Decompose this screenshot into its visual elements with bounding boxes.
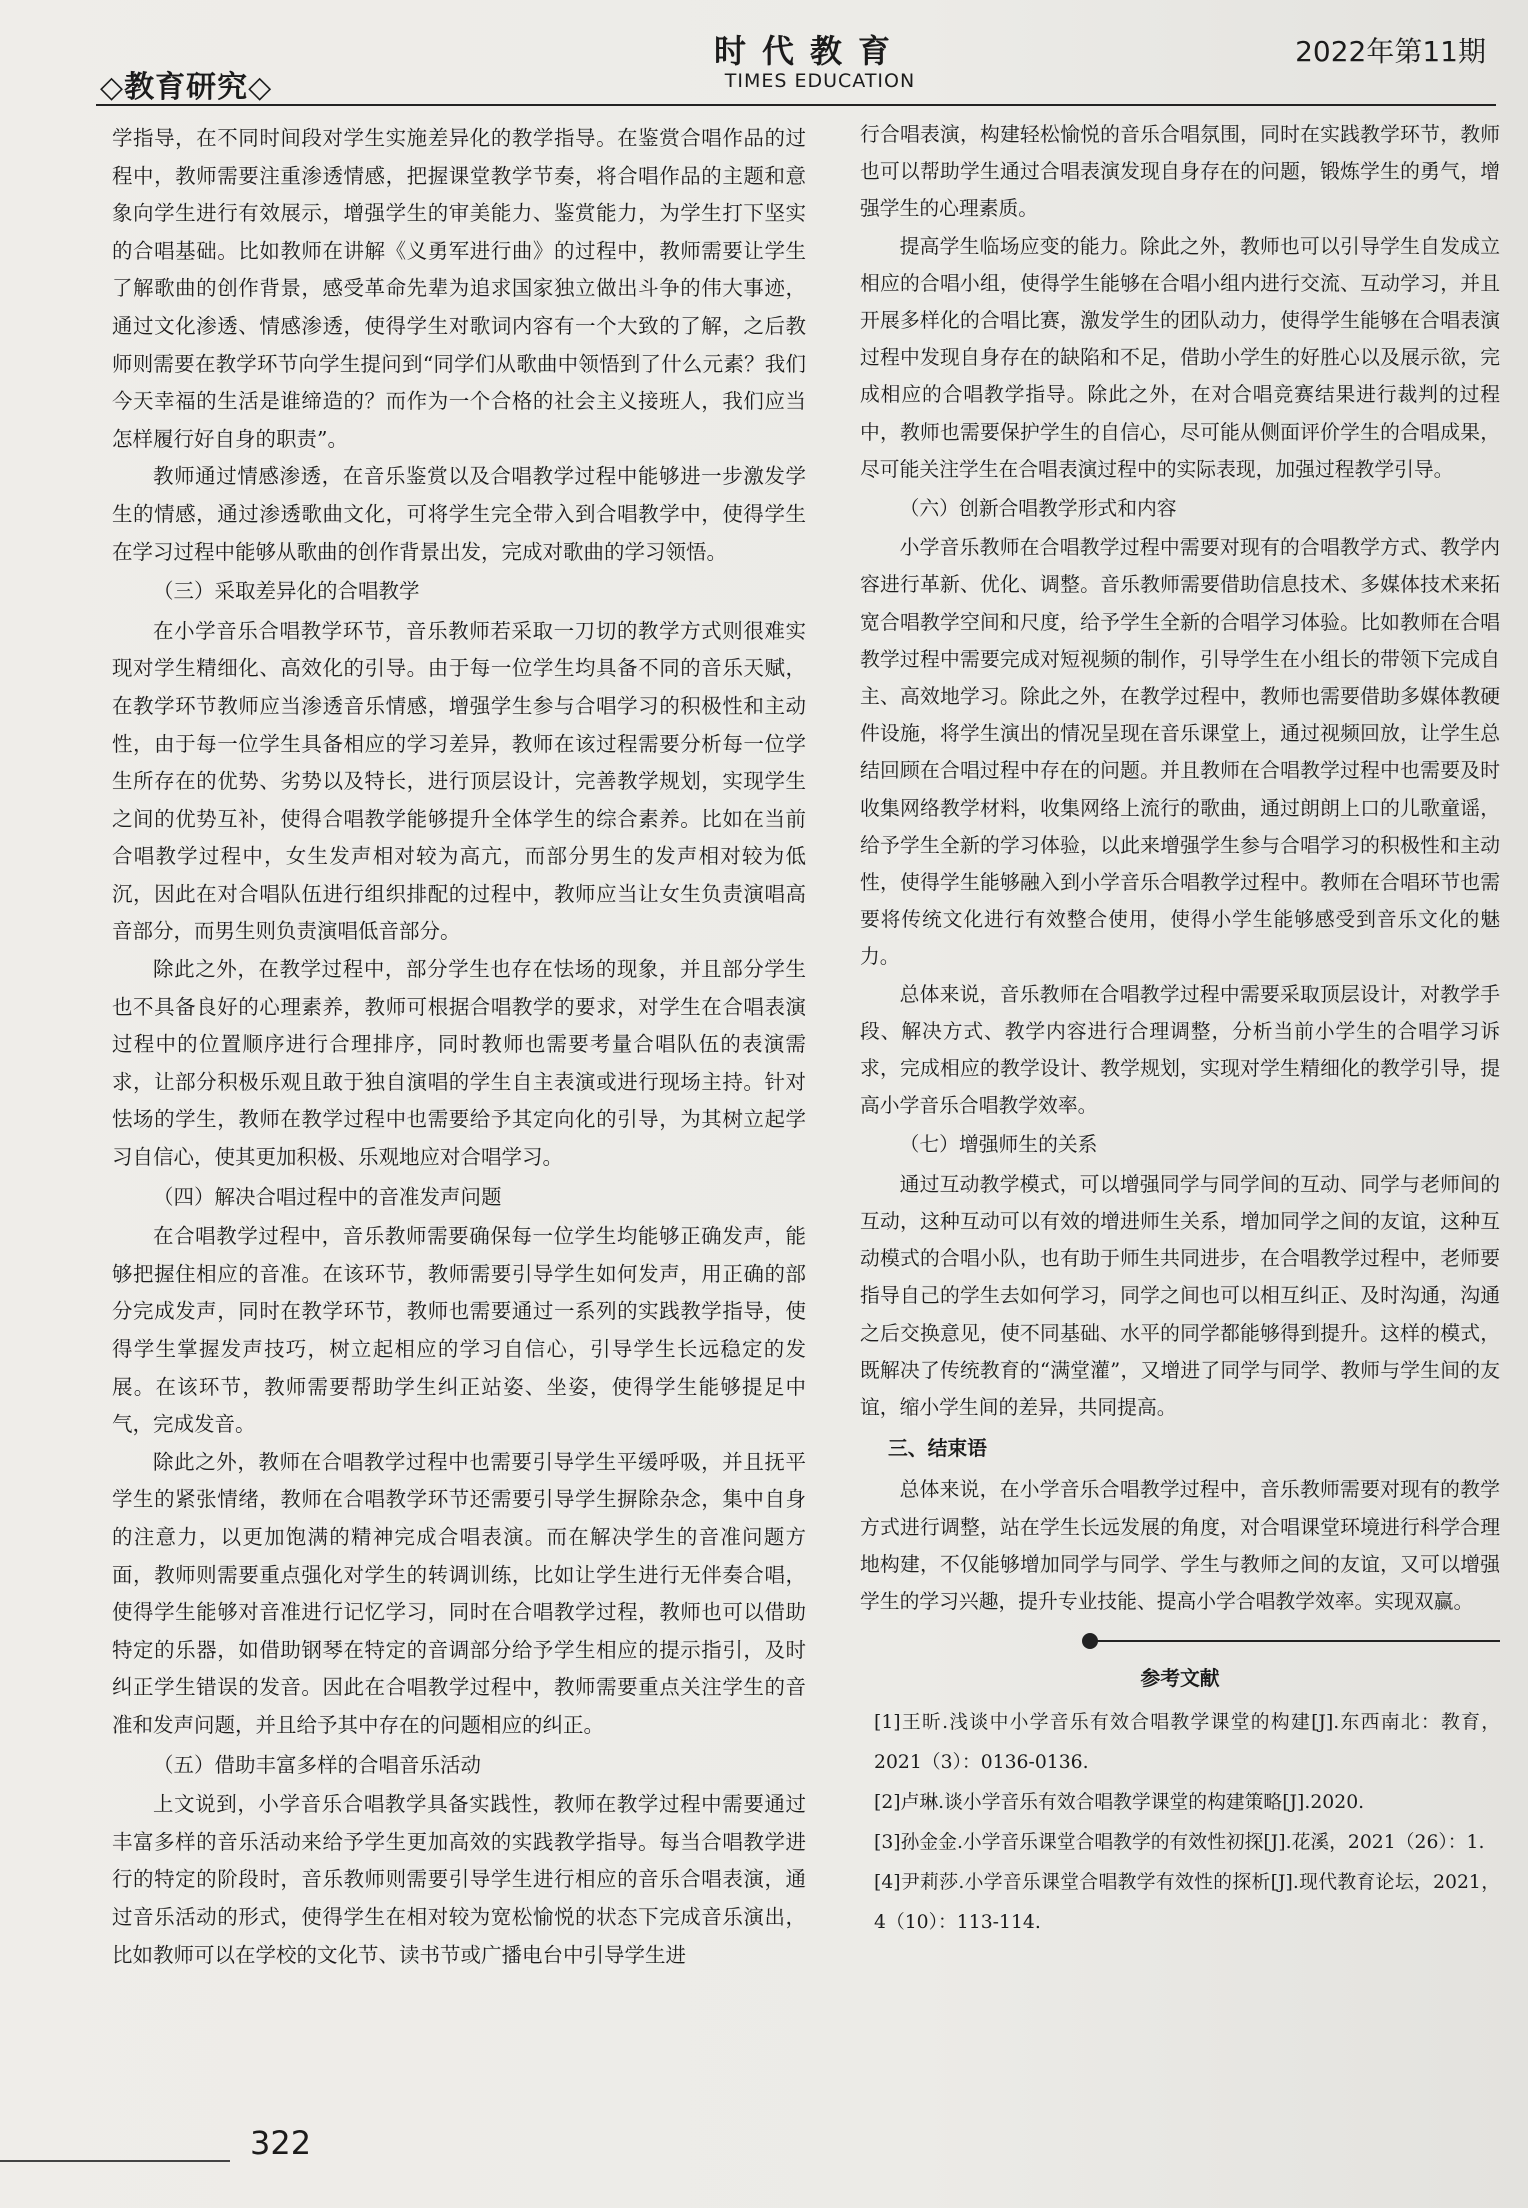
section-heading: 三、结束语 <box>888 1437 987 1461</box>
body-paragraph: 小学音乐教师在合唱教学过程中需要对现有的合唱教学方式、教学内容进行革新、优化、调整。音乐教师需要借助信息技术、多媒体技术来拓宽合唱教学空间和尺度，给予学生全新的合唱学习体验。比如教师在合唱教学过程中需要完成对短视频的制作，引导学生在小组长的带领下完成自主、高效地学习。除此之外，在教学过程中，教师也需要借助多媒体教硬件设施，将学生演出的情况呈现在音乐课堂上，通过视频回放，让学生总结回顾在合唱过程中存在的问题。并且教师在合唱教学过程中也需要及时收集网络教学材料，收集网络上流行的歌曲，通过朗朗上口的儿歌童谣，给予学生全新的学习体验，以此来增强学生参与合唱学习的积极性和主动性，使得学生能够融入到小学音乐合唱教学过程中。教师在合唱环节也需要将传统文化进行有效整合使用，使得小学生能够感受到音乐文化的魅力。 <box>860 536 1500 969</box>
body-paragraph: 在小学音乐合唱教学环节，音乐教师若采取一刀切的教学方式则很难实现对学生精细化、高效化的引导。由于每一位学生均具备不同的音乐天赋，在教学环节教师应当渗透音乐情感，增强学生参与合唱学习的积极性和主动性，由于每一位学生具备相应的学习差异，教师在该过程需要分析每一位学生所存在的优势、劣势以及特长，进行顶层设计，完善教学规划，实现学生之间的优势互补，使得合唱教学能够提升全体学生的综合素养。比如在当前合唱教学过程中，女生发声相对较为高亢，而部分男生的发声相对较为低沉，因此在对合唱队伍进行组织排配的过程中，教师应当让女生负责演唱高音部分，而男生则负责演唱低音部分。 <box>112 618 806 944</box>
body-paragraph: 在合唱教学过程中，音乐教师需要确保每一位学生均能够正确发声，能够把握住相应的音准。在该环节，教师需要引导学生如何发声，用正确的部分完成发声，同时在教学环节，教师也需要通过一系列的实践教学指导，使得学生掌握发声技巧，树立起相应的学习自信心，引导学生长远稳定的发展。在该环节，教师需要帮助学生纠正站姿、坐姿，使得学生能够提足中气，完成发音。 <box>112 1224 806 1437</box>
footer-rule <box>0 2160 230 2162</box>
body-paragraph: 通过互动教学模式，可以增强同学与同学间的互动、同学与老师间的互动，这种互动可以有效的增进师生关系，增加同学之间的友谊，这种互动模式的合唱小队，也有助于师生共同进步，在合唱教学过程中，老师要指导自己的学生去如何学习，同学之间也可以相互纠正、及时沟通，沟通之后交换意见，使不同基础、水平的同学都能够得到提升。这样的模式，既解决了传统教育的“满堂灌”，又增进了同学与同学、教师与学生间的友谊，缩小学生间的差异，共同提高。 <box>860 1172 1500 1419</box>
body-paragraph: 上文说到，小学音乐合唱教学具备实践性，教师在教学过程中需要通过丰富多样的音乐活动来给予学生更加高效的实践教学指导。每当合唱教学进行的特定的阶段时，音乐教师则需要引导学生进行相应的音乐合唱表演，通过音乐活动的形式，使得学生在相对较为宽松愉悦的状态下完成音乐演出，比如教师可以在学校的文化节、读书节或广播电台中引导学生进 <box>112 1792 806 1967</box>
subsection-heading: （三）采取差异化的合唱教学 <box>153 579 420 604</box>
body-paragraph: 除此之外，在教学过程中，部分学生也存在怯场的现象，并且部分学生也不具备良好的心理素养，教师可根据合唱教学的要求，对学生在合唱表演过程中的位置顺序进行合理排序，同时教师也需要考量合唱队伍的表演需求，让部分积极乐观且敢于独自演唱的学生自主表演或进行现场主持。针对怯场的学生，教师在教学过程中也需要给予其定向化的引导，为其树立起学习自信心，使其更加积极、乐观地应对合唱学习。 <box>112 957 806 1170</box>
section-label: ◇教育研究◇ <box>100 70 273 105</box>
body-paragraph: 学指导，在不同时间段对学生实施差异化的教学指导。在鉴赏合唱作品的过程中，教师需要注重渗透情感，把握课堂教学节奏，将合唱作品的主题和意象向学生进行有效展示，增强学生的审美能力、鉴赏能力，为学生打下坚实的合唱基础。比如教师在讲解《义勇军进行曲》的过程中，教师需要让学生了解歌曲的创作背景，感受革命先辈为追求国家独立做出斗争的伟大事迹，通过文化渗透、情感渗透，使得学生对歌词内容有一个大致的了解，之后教师则需要在教学环节向学生提问到“同学们从歌曲中领悟到了什么元素？我们今天幸福的生活是谁缔造的？而作为一个合格的社会主义接班人，我们应当怎样履行好自身的职责”。 <box>112 126 806 451</box>
page-number: 322 <box>250 2124 312 2162</box>
right-column-body <box>860 116 1500 1620</box>
reference-item: [3]孙金金.小学音乐课堂合唱教学的有效性初探[J].花溪，2021（26）：1. <box>874 1832 1485 1854</box>
references-title: 参考文献 <box>1140 1667 1220 1691</box>
reference-item: [2]卢琳.谈小学音乐有效合唱教学课堂的构建策略[J].2020. <box>874 1792 1365 1814</box>
body-paragraph: 总体来说，音乐教师在合唱教学过程中需要采取顶层设计，对教学手段、解决方式、教学内容进行合理调整，分析当前小学生的合唱学习诉求，完成相应的教学设计、教学规划，实现对学生精细化的教学引导，提高小学音乐合唱教学效率。 <box>860 982 1500 1118</box>
references-list <box>860 1703 1500 1943</box>
reference-item: [4]尹莉莎.小学音乐课堂合唱教学有效性的探析[J].现代教育论坛，2021，4（10）：113-114. <box>874 1872 1500 1934</box>
reference-item: [1]王昕.浅谈中小学音乐有效合唱教学课堂的构建[J].东西南北：教育，2021（3）：0136-0136. <box>874 1712 1500 1774</box>
journal-title-english: TIMES EDUCATION <box>724 70 916 92</box>
journal-title: 时代教育 <box>713 32 906 70</box>
subsection-heading: （四）解决合唱过程中的音准发声问题 <box>153 1184 502 1209</box>
left-column <box>112 120 806 2110</box>
body-paragraph: 提高学生临场应变的能力。除此之外，教师也可以引导学生自发成立相应的合唱小组，使得学生能够在合唱小组内进行交流、互动学习，并且开展多样化的合唱比赛，激发学生的团队动力，使得学生能够在合唱表演过程中发现自身存在的缺陷和不足，借助小学生的好胜心以及展示欲，完成相应的合唱教学指导。除此之外，在对合唱竞赛结果进行裁判的过程中，教师也需要保护学生的自信心，尽可能从侧面评价学生的合唱成果，尽可能关注学生在合唱表演过程中的实际表现，加强过程教学引导。 <box>860 234 1500 481</box>
issue-label: 2022年第11期 <box>1295 35 1486 68</box>
subsection-heading: （五）借助丰富多样的合唱音乐活动 <box>153 1752 481 1777</box>
subsection-heading: （七）增强师生的关系 <box>899 1133 1098 1157</box>
references-divider <box>860 1626 1500 1656</box>
right-column <box>860 116 1500 2106</box>
body-paragraph: 行合唱表演，构建轻松愉悦的音乐合唱氛围，同时在实践教学环节，教师也可以帮助学生通过合唱表演发现自身存在的问题，锻炼学生的勇气，增强学生的心理素质。 <box>860 123 1500 221</box>
header-rule <box>96 104 1496 106</box>
body-paragraph: 总体来说，在小学音乐合唱教学过程中，音乐教师需要对现有的教学方式进行调整，站在学生长远发展的角度，对合唱课堂环境进行科学合理地构建，不仅能够增加同学与同学、学生与教师之间的友谊，又可以增强学生的学习兴趣，提升专业技能、提高小学合唱教学效率。实现双赢。 <box>860 1478 1500 1613</box>
body-paragraph: 教师通过情感渗透，在音乐鉴赏以及合唱教学过程中能够进一步激发学生的情感，通过渗透歌曲文化，可将学生完全带入到合唱教学中，使得学生在学习过程中能够从歌曲的创作背景出发，完成对歌曲的学习领悟。 <box>112 464 806 564</box>
subsection-heading: （六）创新合唱教学形式和内容 <box>899 497 1177 521</box>
body-paragraph: 除此之外，教师在合唱教学过程中也需要引导学生平缓呼吸，并且抚平学生的紧张情绪，教师在合唱教学环节还需要引导学生摒除杂念，集中自身的注意力，以更加饱满的精神完成合唱表演。而在解决学生的音准问题方面，教师则需要重点强化对学生的转调训练，比如让学生进行无伴奏合唱，使得学生能够对音准进行记忆学习，同时在合唱教学过程，教师也可以借助特定的乐器，如借助钢琴在特定的音调部分给予学生相应的提示指引，及时纠正学生错误的发音。因此在合唱教学过程中，教师需要重点关注学生的音准和发声问题，并且给予其中存在的问题相应的纠正。 <box>112 1449 806 1737</box>
